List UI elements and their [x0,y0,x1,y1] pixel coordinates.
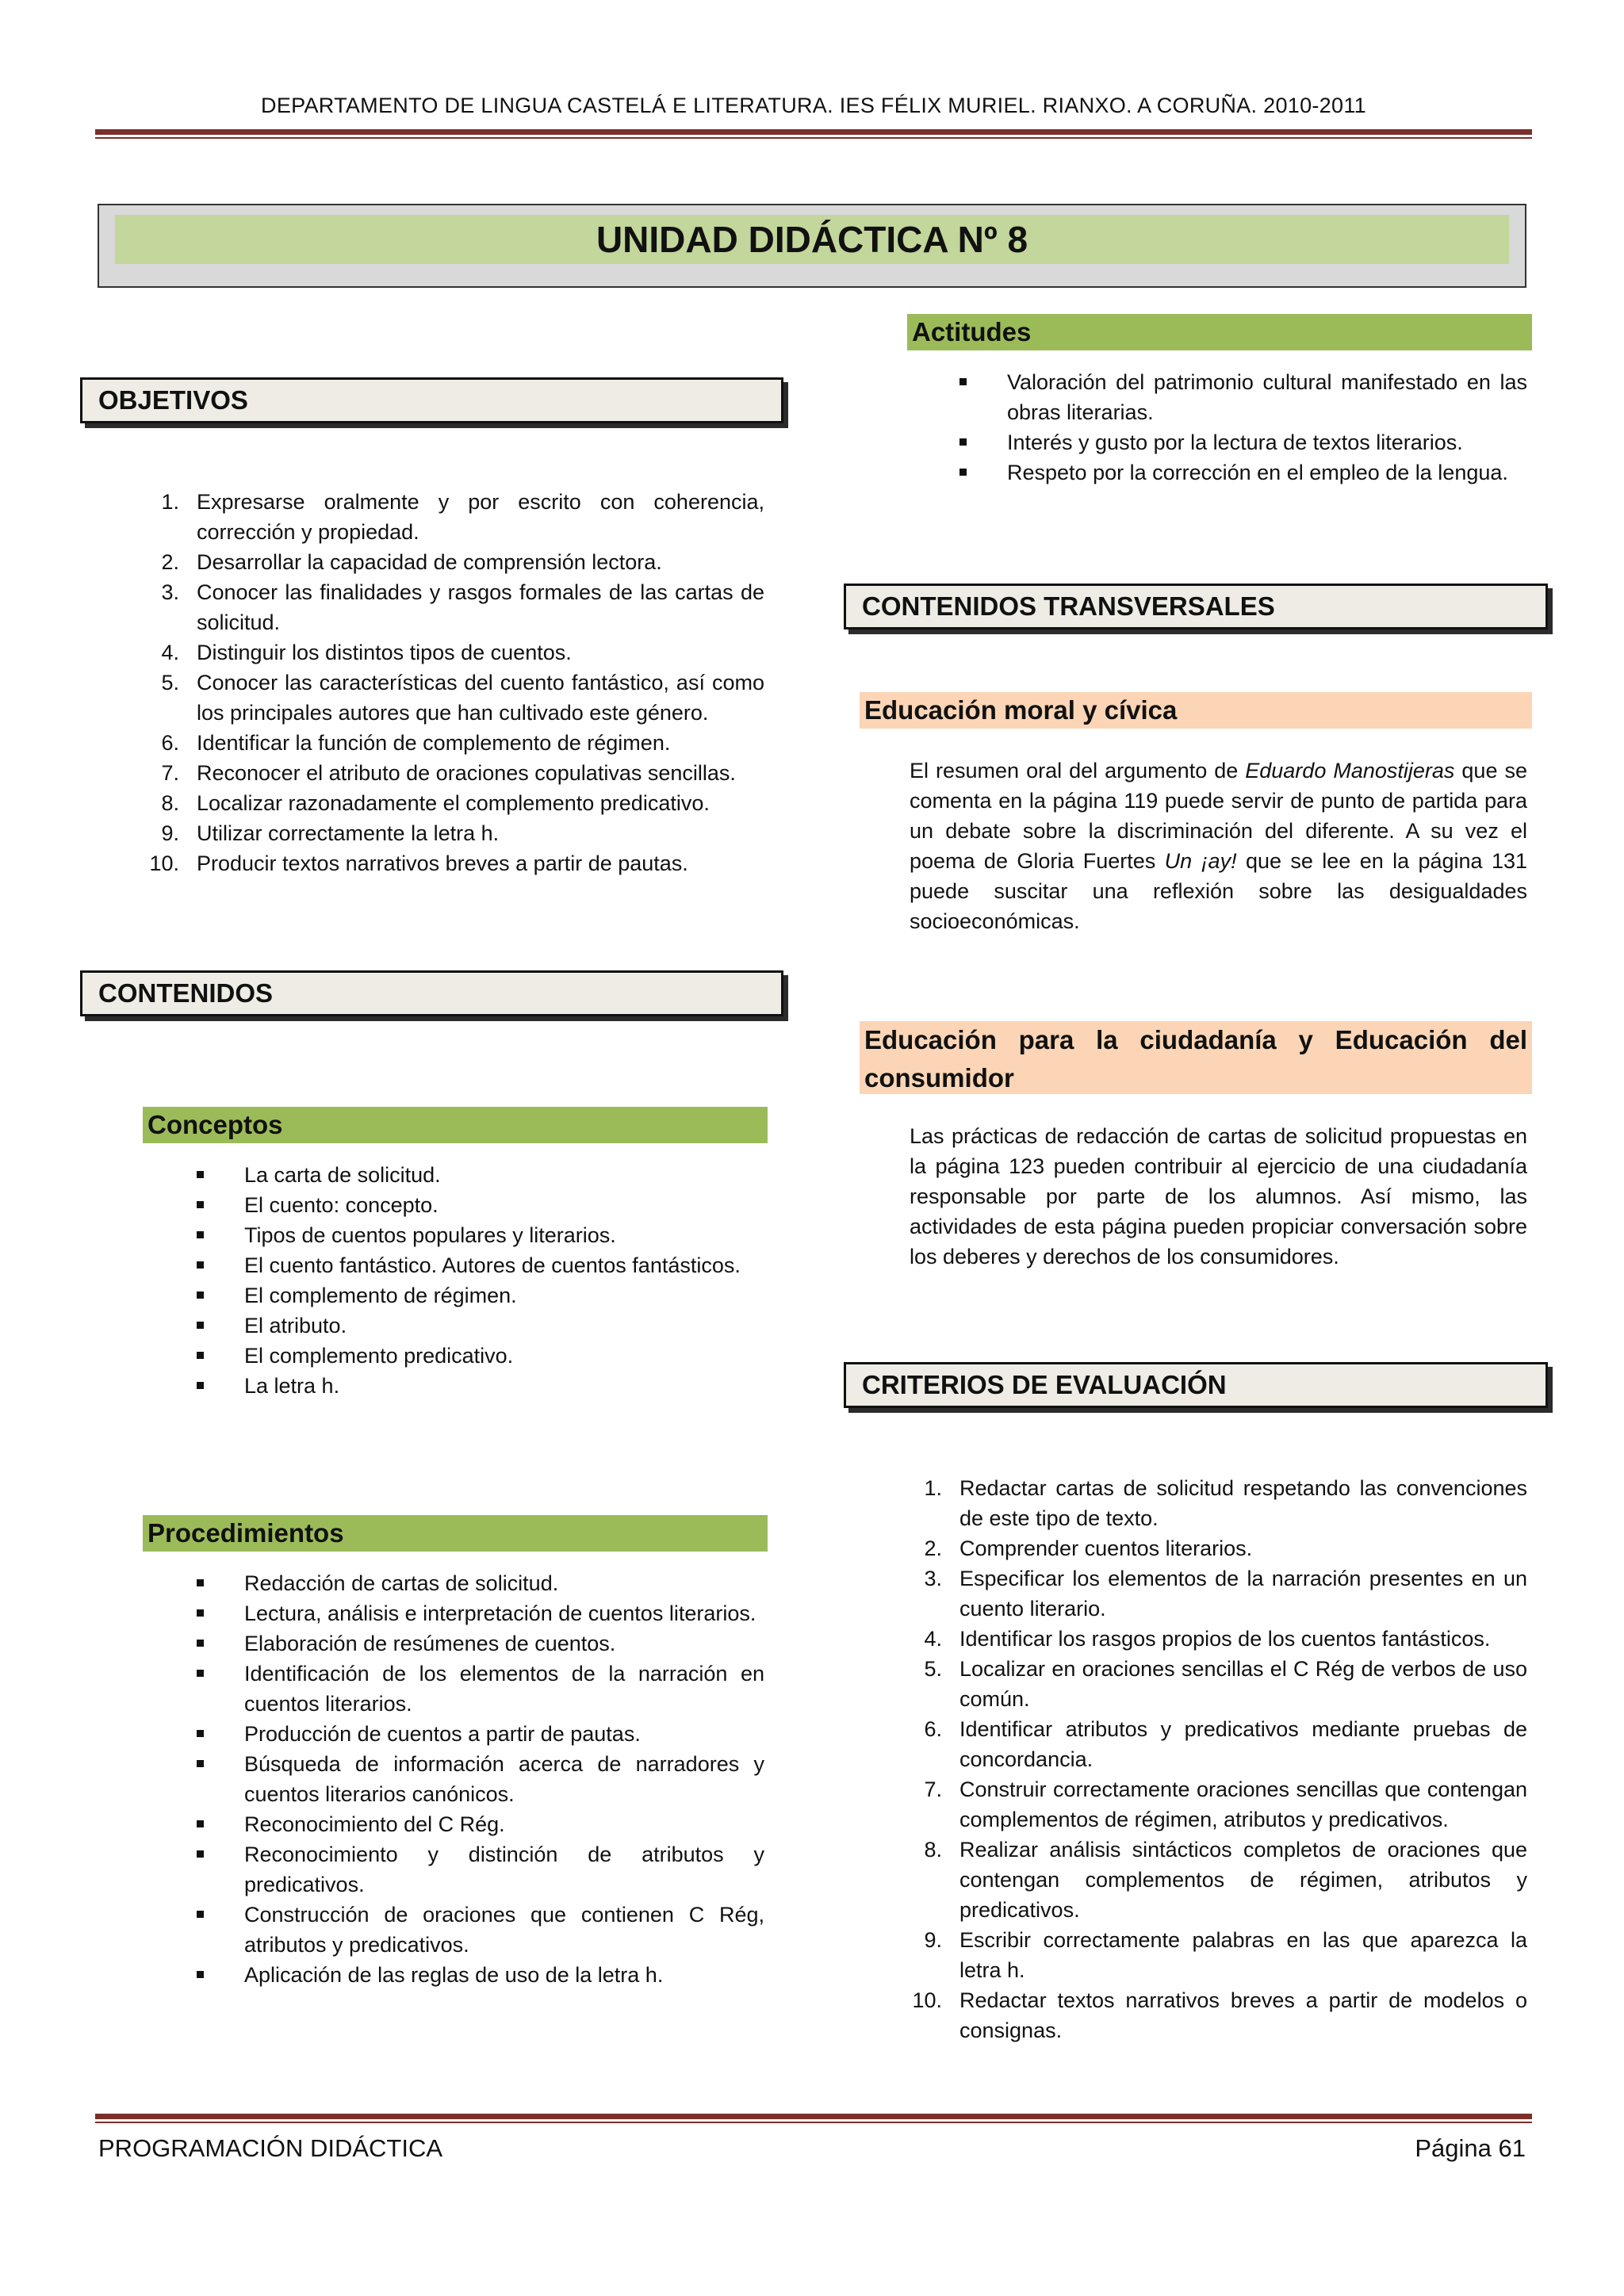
list-item: 2. Desarrollar la capacidad de comprensión lectora. [161,550,662,574]
list-item: El complemento de régimen. [244,1280,764,1311]
list-item: Valoración del patrimonio cultural manifestado en las obras literarias. [1007,367,1527,427]
footer-title: PROGRAMACIÓN DIDÁCTICA [98,2134,443,2162]
list-item: Reconocimiento del C Rég. [244,1809,764,1839]
conceptos-list [244,1160,764,1401]
list-item: Identificación de los elementos de la narración en cuentos literarios. [244,1659,764,1719]
list-item: 7. Reconocer el atributo de oraciones copulativas sencillas. [161,761,736,785]
unit-title-box [98,204,1526,288]
page-header: DEPARTAMENTO DE LINGUA CASTELÁ E LITERATURA. IES FÉLIX MURIEL. RIANXO. A CORUÑA. 2010-2011 [261,94,1366,117]
objetivos-list [149,487,764,878]
moral-text: El resumen oral del argumento de Eduardo Manostijeras que se comenta en la página 119 puede servir de punto de partida para un debate sobre la discriminación del diferente. A su vez el poema de Gloria Fuertes Un ¡ay! que se lee en la página 131 puede suscitar una reflexión sobre las desigualdades socioeconómicas. [910,759,1528,933]
list-item: 10. Producir textos narrativos breves a partir de pautas. [149,851,688,875]
ciudadania-text: Las prácticas de redacción de cartas de solicitud propuestas en la página 123 pueden contribuir al ejercicio de una ciudadanía responsable por parte de los alumnos. Así mismo, las actividades de esta página pueden propiciar conversación sobre los deberes y derechos de los consumidores. [910,1124,1527,1269]
moral-heading: Educación moral y cívica [860,692,1532,729]
conceptos-heading: Conceptos [143,1107,768,1143]
procedimientos-heading: Procedimientos [143,1515,768,1552]
list-item: Producción de cuentos a partir de pautas. [244,1719,764,1749]
list-item: 8. Realizar análisis sintácticos completos de oraciones que contengan complementos de régimen, atributos y predicativos. [924,1838,1527,1922]
list-item: Búsqueda de información acerca de narradores y cuentos literarios canónicos. [244,1749,764,1809]
list-item: 9. Escribir correctamente palabras en las que aparezca la letra h. [924,1928,1527,1982]
list-item: 4. Identificar los rasgos propios de los cuentos fantásticos. [924,1627,1491,1651]
list-item: Lectura, análisis e interpretación de cuentos literarios. [244,1598,764,1628]
transversales-heading: CONTENIDOS TRANSVERSALES [844,584,1548,629]
list-item: 3. Especificar los elementos de la narración presentes en un cuento literario. [924,1567,1527,1621]
list-item: 7. Construir correctamente oraciones sencillas que contengan complementos de régimen, atributos y predicativos. [924,1777,1527,1831]
footer-rule [95,2114,1532,2123]
list-item: Aplicación de las reglas de uso de la letra h. [244,1960,764,1990]
header-rule [95,129,1532,139]
contenidos-heading: CONTENIDOS [80,970,783,1016]
criterios-heading: CRITERIOS DE EVALUACIÓN [844,1362,1548,1408]
list-item: 1. Redactar cartas de solicitud respetando las convenciones de este tipo de texto. [924,1476,1527,1530]
ciudadania-heading: Educación para la ciudadanía y Educación del consumidor [860,1021,1532,1094]
list-item: 10. Redactar textos narrativos breves a partir de modelos o consignas. [912,1988,1527,2042]
list-item: El cuento: concepto. [244,1190,764,1220]
list-item: 2. Comprender cuentos literarios. [924,1536,1253,1560]
list-item: 4. Distinguir los distintos tipos de cuentos. [161,641,572,664]
objetivos-heading: OBJETIVOS [80,377,783,423]
list-item: Reconocimiento y distinción de atributos y predicativos. [244,1839,764,1900]
procedimientos-list [244,1568,764,1990]
list-item: 5. Localizar en oraciones sencillas el C Rég de verbos de uso común. [924,1657,1527,1711]
actitudes-list [1007,367,1527,488]
list-item: 1. Expresarse oralmente y por escrito con coherencia, corrección y propiedad. [161,490,764,544]
list-item: 3. Conocer las finalidades y rasgos formales de las cartas de solicitud. [161,580,764,634]
list-item: El cuento fantástico. Autores de cuentos fantásticos. [244,1250,764,1280]
list-item: 6. Identificar la función de complemento de régimen. [161,731,671,755]
list-item: 9. Utilizar correctamente la letra h. [161,821,500,845]
criterios-list [912,1473,1527,2045]
list-item: 5. Conocer las características del cuento fantástico, así como los principales autores que han cultivado este género. [161,671,764,725]
list-item: Construcción de oraciones que contienen C Rég, atributos y predicativos. [244,1900,764,1960]
list-item: Redacción de cartas de solicitud. [244,1568,764,1598]
page-number: Página 61 [1415,2134,1526,2162]
list-item: El atributo. [244,1311,764,1341]
list-item: Tipos de cuentos populares y literarios. [244,1220,764,1250]
list-item: La letra h. [244,1371,764,1401]
list-item: Elaboración de resúmenes de cuentos. [244,1628,764,1659]
list-item: 6. Identificar atributos y predicativos mediante pruebas de concordancia. [924,1717,1527,1771]
actitudes-heading: Actitudes [907,314,1532,350]
list-item: La carta de solicitud. [244,1160,764,1190]
list-item: Interés y gusto por la lectura de textos literarios. [1007,427,1527,457]
list-item: Respeto por la corrección en el empleo de la lengua. [1007,457,1527,488]
list-item: 8. Localizar razonadamente el complemento predicativo. [161,791,710,815]
list-item: El complemento predicativo. [244,1341,764,1371]
unit-title: UNIDAD DIDÁCTICA Nº 8 [115,215,1509,264]
